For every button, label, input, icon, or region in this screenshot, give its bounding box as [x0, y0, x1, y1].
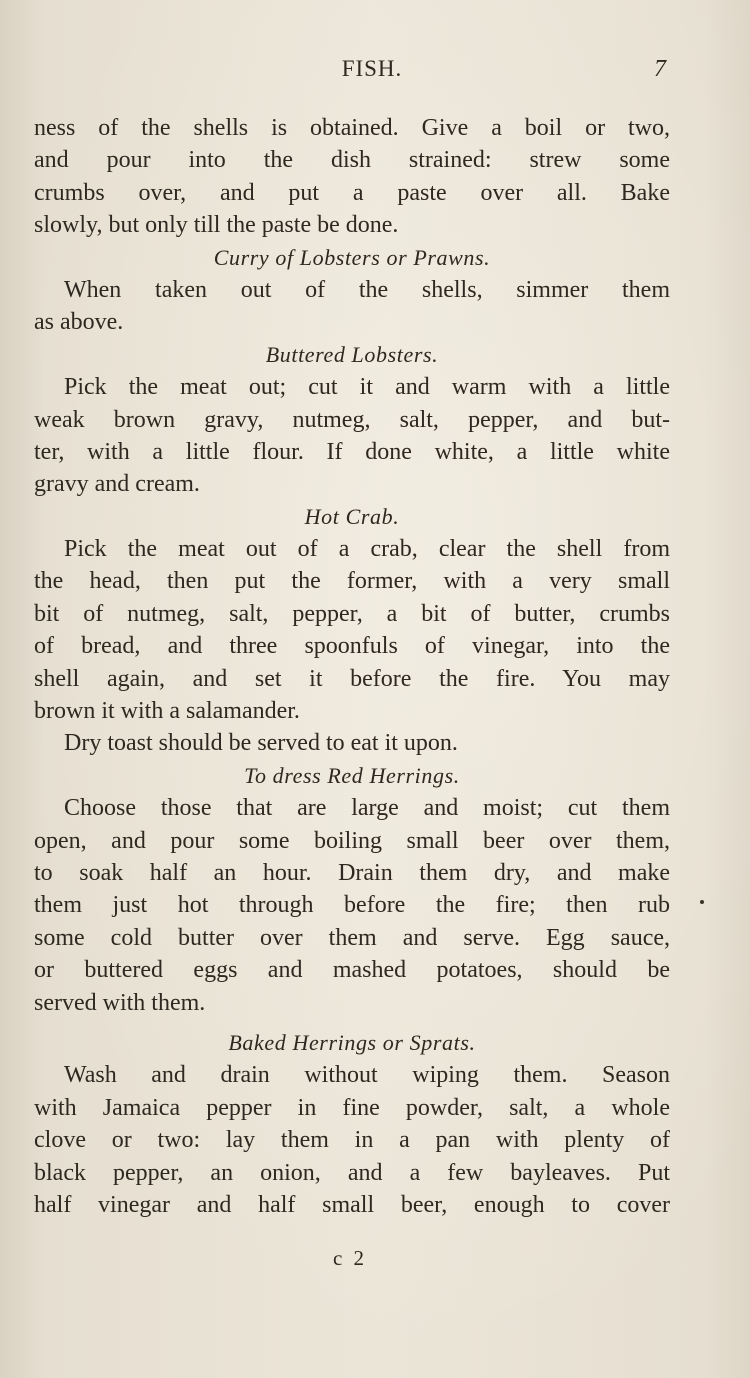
text-line: ness of the shells is obtained. Give a boil or two,: [34, 115, 670, 141]
text-line: shell again, and set it before the fire. You may: [34, 665, 670, 692]
text-line: some cold butter over them and serve. Egg sauce,: [34, 924, 670, 951]
text-line: served with them.: [34, 989, 206, 1016]
text-line: clove or two: lay them in a pan with plenty of: [34, 1127, 670, 1154]
recipe-heading: Buttered Lobsters.: [265, 341, 439, 367]
text-line: Wash and drain without wiping them. Season: [64, 1062, 670, 1089]
text-line: weak brown gravy, nutmeg, salt, pepper, and but-: [34, 406, 670, 433]
text-line: brown it with a salamander.: [34, 698, 300, 725]
recipe-heading: Hot Crab.: [304, 503, 400, 529]
text-line: the head, then put the former, with a very small: [34, 568, 670, 595]
running-title: FISH.: [341, 56, 403, 81]
text-line: them just hot through before the fire; then rub: [34, 892, 670, 919]
page-number: 7: [654, 56, 666, 82]
recipe-heading: Curry of Lobsters or Prawns.: [213, 244, 491, 270]
text-line: Pick the meat out of a crab, clear the shell from: [64, 536, 670, 563]
text-line: crumbs over, and put a paste over all. Bake: [34, 179, 670, 206]
text-line: bit of nutmeg, salt, pepper, a bit of butter, crumbs: [34, 600, 670, 627]
text-line: Choose those that are large and moist; cut them: [64, 795, 670, 822]
text-line: with Jamaica pepper in fine powder, salt, a whole: [34, 1094, 670, 1121]
text-line: open, and pour some boiling small beer over them,: [34, 827, 670, 854]
text-line: black pepper, an onion, and a few bayleaves. Put: [34, 1159, 670, 1186]
text-line: slowly, but only till the paste be done.: [34, 212, 399, 239]
text-line: of bread, and three spoonfuls of vinegar, into the: [34, 633, 670, 660]
text-line: ter, with a little flour. If done white, a little white: [34, 438, 670, 465]
text-line: gravy and cream.: [34, 471, 200, 498]
recipe-heading: Baked Herrings or Sprats.: [228, 1029, 476, 1055]
text-line: to soak half an hour. Drain them dry, and make: [34, 859, 670, 886]
text-line: Pick the meat out; cut it and warm with a little: [64, 374, 670, 401]
text-line: Dry toast should be served to eat it upon.: [64, 730, 458, 757]
text-line: as above.: [34, 309, 124, 336]
text-line: and pour into the dish strained: strew some: [34, 147, 670, 174]
running-head: [34, 56, 670, 90]
text-line: half vinegar and half small beer, enough to cover: [34, 1191, 670, 1218]
text-line: When taken out of the shells, simmer them: [64, 276, 670, 303]
ink-speck: [700, 900, 704, 904]
page-text: [34, 112, 670, 1221]
section-gap: [34, 1019, 670, 1027]
text-line: or buttered eggs and mashed potatoes, should be: [34, 957, 670, 984]
signature-mark: c 2: [332, 1246, 368, 1270]
recipe-heading: To dress Red Herrings.: [244, 762, 460, 788]
